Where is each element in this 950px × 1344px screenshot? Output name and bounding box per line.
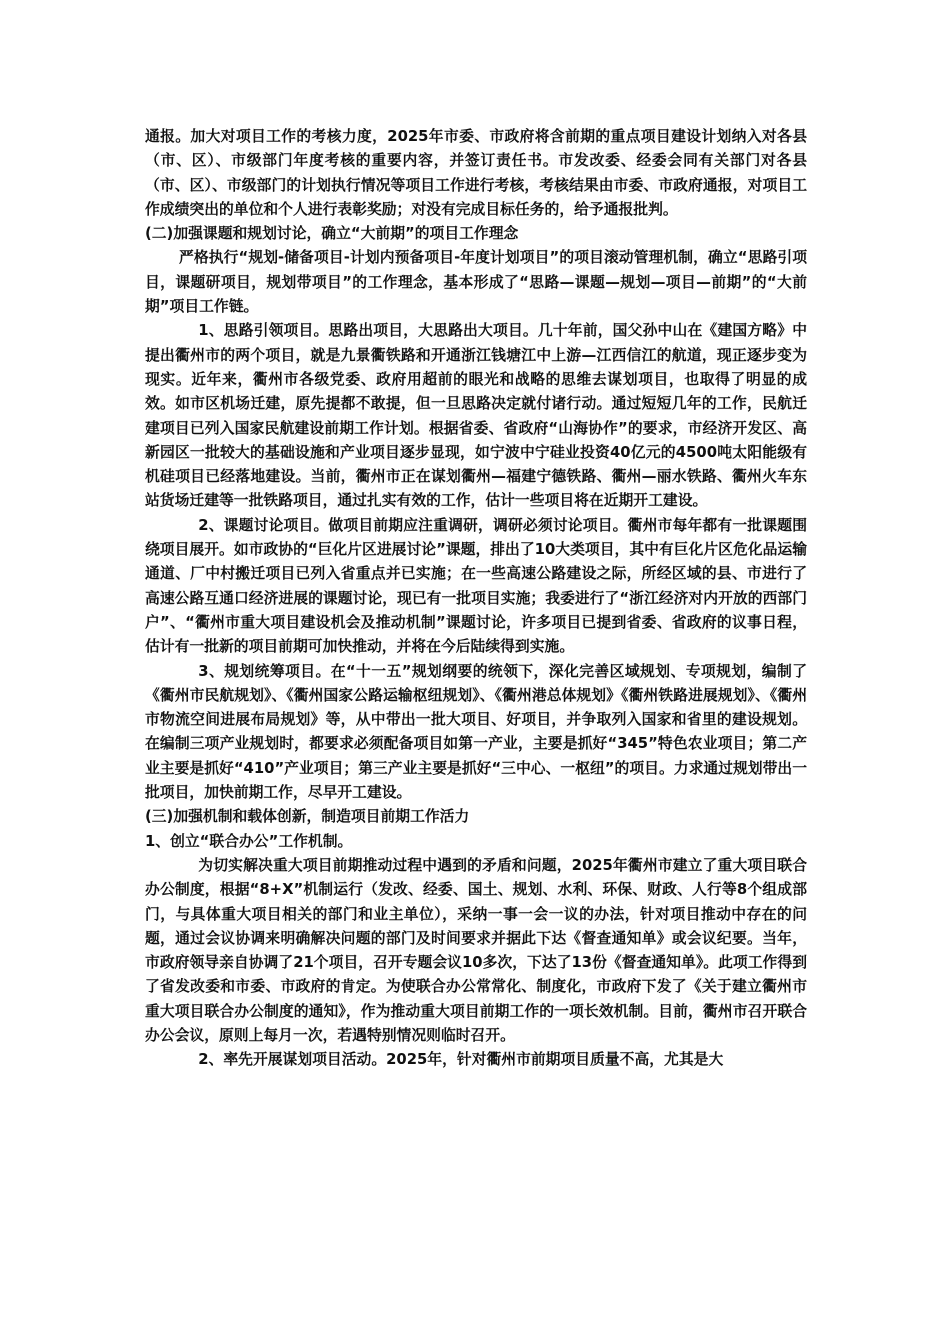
paragraph-idea-leads-projects: 1、思路引领项目。思路出项目，大思路出大项目。几十年前，国父孙中山在《建国方略》中提出衢州市的两个项目，就是九景衢铁路和开通浙江钱塘江中上游—江西信江的航道，现正逐步变为现实。近年来，衢州市各级党委、政府用超前的眼光和战略的思维去谋划项目，也取得了明显的成效。如市区机场迁建，原先提都不敢提，但一旦思路决定就付诸行动。通过短短几年的工作，民航迁建项目已列入国家民航建设前期工作计划。根据省委、省政府“山海协作”的要求，市经济开发区、高新园区一批较大的基础设施和产业项目逐步显现，如宁波中宁硅业投资40亿元的4500吨太阳能级有机硅项目已经落地建设。当前，衢州市正在谋划衢州—福建宁德铁路、衢州—丽水铁路、衢州火车东站货场迁建等一批铁路项目，通过扎实有效的工作，估计一些项目将在近期开工建设。	[145, 322, 807, 510]
paragraph-joint-office: 为切实解决重大项目前期推动过程中遇到的矛盾和问题，2025年衢州市建立了重大项目联合办公制度，根据“8+X”机制运行（发改、经委、国土、规划、水利、环保、财政、人行等8个组成部门，与具体重大项目相关的部门和业主单位），采纳一事一会一议的办法，针对项目推动中存在的问题，通过会议协调来明确解决问题的部门及时间要求并据此下达《督查通知单》或会议纪要。当年，市政府领导亲自协调了21个项目，召开专题会议10多次，下达了13份《督查通知单》。此项工作得到了省发改委和市委、市政府的肯定。为使联合办公常常化、制度化，市政府下发了《关于建立衢州市重大项目联合办公制度的通知》，作为推动重大项目前期工作的一项长效机制。目前，衢州市召开联合办公会议，原则上每月一次，若遇特别情况则临时召开。	[145, 856, 807, 1044]
document-body	[145, 125, 807, 1073]
paragraph-rolling-mechanism: 严格执行“规划-储备项目-计划内预备项目-年度计划项目”的项目滚动管理机制，确立“思路引项目，课题研项目，规划带项目”的工作理念，基本形成了“思路—课题—规划—项目—前期”的“大前期”项目工作链。	[145, 249, 807, 316]
section-heading-three: (三)加强机制和载体创新，制造项目前期工作活力	[145, 808, 470, 826]
subheading-joint-office: 1、创立“联合办公”工作机制。	[145, 832, 353, 850]
paragraph-planning-activity: 2、率先开展谋划项目活动。2025年，针对衢州市前期项目质量不高，尤其是大	[198, 1051, 724, 1069]
paragraph-topic-discussion: 2、课题讨论项目。做项目前期应注重调研，调研必须讨论项目。衢州市每年都有一批课题围绕项目展开。如市政协的“巨化片区进展讨论”课题，排出了10大类项目，其中有巨化片区危化品运输通道、厂中村搬迁项目已列入省重点并已实施；在一些高速公路建设之际，所经区域的县、市进行了高速公路互通口经济进展的课题讨论，现已有一批项目实施；我委进行了“浙江经济对内开放的西部门户”、“衢州市重大项目建设机会及推动机制”课题讨论，许多项目已提到省委、省政府的议事日程，估计有一批新的项目前期可加快推动，并将在今后陆续得到实施。	[145, 516, 807, 656]
paragraph-assessment: 通报。加大对项目工作的考核力度，2025年市委、市政府将含前期的重点项目建设计划纳入对各县（市、区）、市级部门年度考核的重要内容，并签订责任书。市发改委、经委会同有关部门对各县（市、区）、市级部门的计划执行情况等项目工作进行考核，考核结果由市委、市政府通报，对项目工作成绩突出的单位和个人进行表彰奖励；对没有完成目标任务的，给予通报批判。	[145, 128, 807, 218]
paragraph-planning-coordination: 3、规划统筹项目。在“十一五”规划纲要的统领下，深化完善区域规划、专项规划，编制了《衢州市民航规划》、《衢州国家公路运输枢纽规划》、《衢州港总体规划》《衢州铁路进展规划》、《衢州市物流空间进展布局规划》等，从中带出一批大项目、好项目，并争取列入国家和省里的建设规划。在编制三项产业规划时，都要求必须配备项目如第一产业，主要是抓好“345”特色农业项目；第二产业主要是抓好“410”产业项目；第三产业主要是抓好“三中心、一枢纽”的项目。力求通过规划带出一批项目，加快前期工作，尽早开工建设。	[145, 662, 807, 802]
section-heading-two: (二)加强课题和规划讨论，确立“大前期”的项目工作理念	[145, 225, 519, 243]
